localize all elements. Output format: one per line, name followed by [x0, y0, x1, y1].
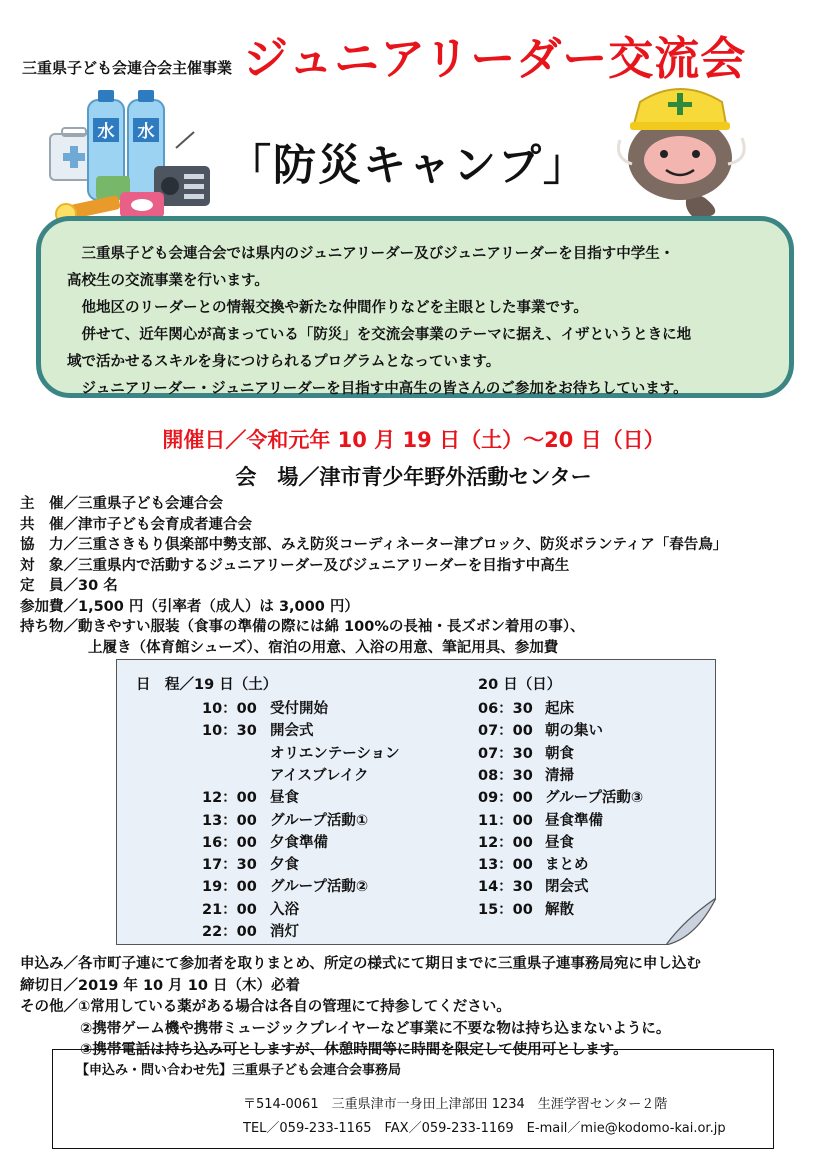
detail-cosponsor: 共 催／津市子ども会育成者連合会	[20, 516, 252, 533]
event-date: 開催日／令和元年 10 月 19 日（土）～20 日（日）	[162, 428, 665, 452]
schedule-activity: オリエンテーション	[270, 745, 400, 762]
schedule-activity: 受付開始	[270, 701, 328, 717]
schedule-activity: 夕食準備	[270, 834, 328, 851]
schedule-activity: 閉会式	[545, 879, 589, 896]
event-venue: 会 場／津市青少年野外活動センター	[235, 465, 592, 489]
detail-target: 対 象／三重県内で活動するジュニアリーダー及びジュニアリーダーを目指す中高生	[20, 557, 570, 574]
schedule-activity: 昼食	[545, 834, 574, 851]
detail-belongings: 持ち物／動きやすい服装（食事の準備の際には綿 100%の長袖・長ズボン着用の事）、	[20, 619, 585, 635]
schedule-time: 09：00	[478, 790, 533, 807]
event-details	[20, 494, 727, 658]
schedule-time: 21：00	[202, 901, 257, 918]
schedule-time: 07：30	[478, 745, 533, 762]
schedule-time: 10：00	[202, 701, 257, 717]
page-title: ジュニアリーダー交流会	[243, 32, 747, 85]
water-label-2: 水	[137, 122, 155, 142]
schedule-activity: 清掃	[545, 767, 574, 784]
schedule-activity: 起床	[545, 701, 574, 717]
schedule-time: 11：00	[478, 812, 533, 829]
intro-paragraph: 域で活かせるスキルを身につけられるプログラムとなっています。	[67, 354, 501, 370]
detail-fee: 参加費／1,500 円（引率者（成人）は 3,000 円）	[20, 598, 359, 615]
note-other-2: ②携帯ゲーム機や携帯ミュージックプレイヤーなど事業に不要な物は持ち込まないように。	[80, 1020, 671, 1037]
schedule-activity: 朝食	[545, 745, 574, 762]
schedule-activity: グループ活動③	[545, 790, 644, 807]
note-application: 申込み／各市町子連にて参加者を取りまとめ、所定の様式にて期日までに三重県子連事務局宛に申し込む	[20, 956, 701, 972]
detail-capacity: 定 員／30 名	[20, 578, 118, 594]
schedule-activity: 昼食準備	[545, 812, 603, 829]
detail-organizer: 主 催／三重県子ども会連合会	[20, 496, 223, 512]
contact-address: 〒514-0061 三重県津市一身田上津部田 1234 生涯学習センター２階	[243, 1097, 668, 1112]
schedule-time: 08：30	[478, 767, 533, 784]
intro-paragraph: 三重県子ども会連合会では県内のジュニアリーダー及びジュニアリーダーを目指す中学生・	[81, 246, 675, 262]
schedule-time: 22：00	[202, 924, 257, 940]
catfish-helmet-mascot-icon	[610, 78, 760, 228]
schedule-activity: まとめ	[545, 857, 589, 874]
schedule-activity: アイスブレイク	[270, 767, 369, 784]
schedule-time: 15：00	[478, 901, 533, 918]
schedule-time: 10：30	[202, 723, 257, 740]
notes	[20, 954, 701, 1062]
schedule-time: 06：30	[478, 701, 533, 717]
schedule-day2-header: 20 日（日）	[478, 677, 562, 693]
schedule-time: 13：00	[202, 812, 257, 829]
detail-belongings-cont: 上履き（体育館シューズ）、宿泊の用意、入浴の用意、筆記用具、参加費	[88, 639, 559, 656]
schedule-time: 13：00	[478, 857, 533, 874]
schedule-activity: 開会式	[270, 723, 314, 740]
schedule-activity: 夕食	[270, 857, 299, 874]
intro-paragraph: ジュニアリーダー・ジュニアリーダーを目指す中高生の皆さんのご参加をお待ちしています。	[81, 381, 688, 397]
schedule-activity: 昼食	[270, 790, 299, 807]
schedule-time: 12：00	[202, 790, 257, 807]
page-subtitle: 「防災キャンプ」	[228, 141, 588, 191]
detail-cooperation: 協 力／三重さきもり倶楽部中勢支部、みえ防災コーディネーター津ブロック、防災ボランティア「春告鳥」	[20, 537, 728, 553]
sponsor-label: 三重県子ども会連合会主催事業	[22, 59, 233, 77]
intro-paragraph: 高校生の交流事業を行います。	[67, 273, 269, 289]
schedule-page-curl	[666, 898, 716, 945]
schedule-activity: 入浴	[270, 901, 299, 918]
schedule-day1-header: 日 程／19 日（土）	[136, 677, 278, 693]
schedule-time: 07：00	[478, 723, 533, 740]
contact-heading: 【申込み・問い合わせ先】三重県子ども会連合会事務局	[76, 1063, 402, 1078]
note-deadline: 締切日／2019 年 10 月 10 日（木）必着	[20, 977, 300, 994]
schedule-activity: グループ活動②	[270, 879, 369, 896]
schedule-activity: 消灯	[270, 924, 299, 940]
water-label-1: 水	[97, 122, 115, 142]
intro-box	[36, 216, 794, 398]
schedule-activity: 解散	[545, 901, 574, 918]
contact-phone: TEL／059-233-1165 FAX／059-233-1169 E-mail／mie@kodomo-kai.or.jp	[243, 1121, 726, 1136]
note-other-3: ③携帯電話は持ち込み可としますが、休憩時間等に時間を限定して使用可とします。	[80, 1042, 628, 1058]
schedule-time: 16：00	[202, 834, 257, 851]
intro-paragraph: 他地区のリーダーとの情報交換や新たな仲間作りなどを主眼とした事業です。	[81, 300, 588, 316]
intro-paragraph: 併せて、近年関心が高まっている「防災」を交流会事業のテーマに据え、イザというときに地	[81, 327, 692, 343]
note-other-1: その他／①常用している薬がある場合は各自の管理にて持参してください。	[20, 999, 511, 1015]
schedule-time: 17：30	[202, 857, 257, 874]
schedule-time: 12：00	[478, 834, 533, 851]
schedule-activity: グループ活動①	[270, 812, 369, 829]
schedule-activity: 朝の集い	[545, 723, 603, 740]
disaster-supplies-illustration	[46, 88, 216, 228]
schedule-time: 19：00	[202, 879, 257, 896]
schedule-time: 14：30	[478, 879, 533, 896]
